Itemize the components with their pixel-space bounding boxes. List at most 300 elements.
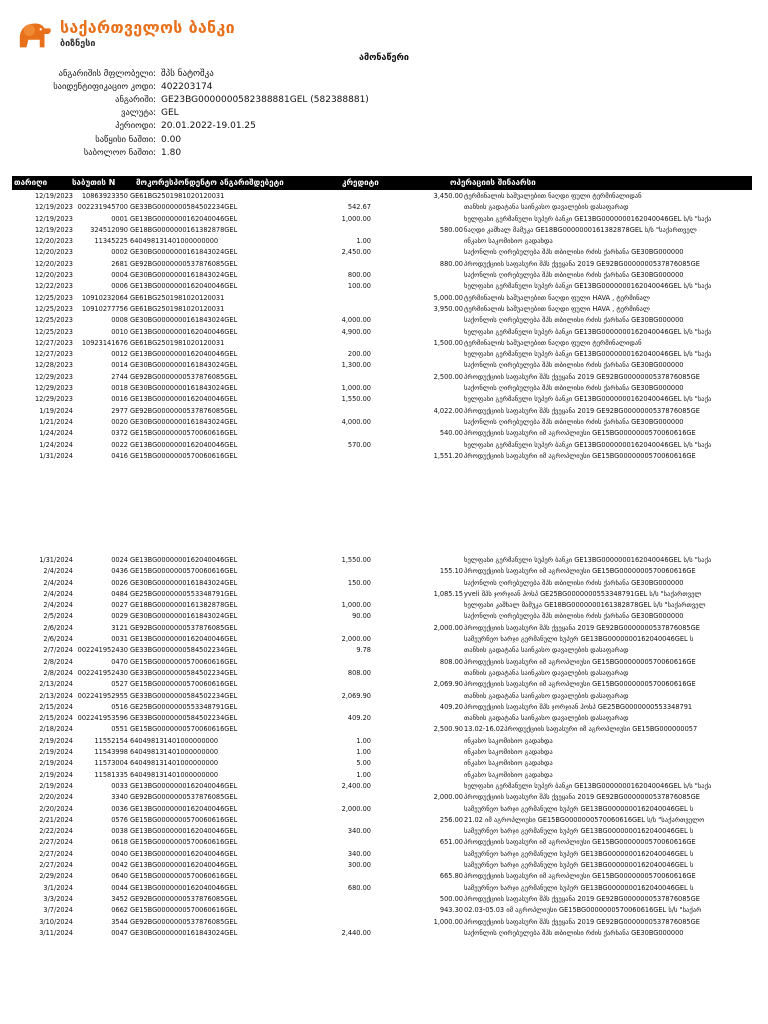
- row-date: 1/24/2024: [39, 440, 73, 449]
- row-account: GE18BG0000000161382878GEL: [130, 225, 238, 234]
- row-debit: 90.00: [352, 612, 371, 621]
- table-row: [0, 905, 768, 916]
- row-description: საქონლის ღირებულება შპს თბილისი რძის ქარხანა GE30BG000000: [464, 417, 684, 426]
- row-account: GE92BG0000000537876085GEL: [130, 917, 238, 926]
- row-description: ნაღდი კაშხალ მამუკა GE18BG0000000161382878GEL ს/ს "საქართველ: [464, 225, 697, 234]
- row-account: GE13BG0000000162040046GEL: [130, 214, 238, 223]
- row-description: თანხის გადატანა საინკასო დავალების დასაფარად: [464, 714, 629, 723]
- row-account: GE30BG0000000161843024GEL: [130, 316, 238, 325]
- row-date: 2/19/2024: [39, 781, 73, 790]
- row-date: 12/20/2023: [34, 271, 73, 280]
- row-doc-number: 2681: [111, 259, 128, 268]
- row-account: GE61BG2501981020120031: [130, 338, 225, 347]
- row-description: თანხის გადატანა საინკასო დავალების დასაფარად: [464, 646, 629, 655]
- row-doc-number: 10923141676: [81, 338, 128, 347]
- row-doc-number: 0008: [111, 316, 128, 325]
- document-title: ამონაწერი: [359, 53, 409, 63]
- row-date: 2/18/2024: [39, 725, 73, 734]
- row-debit: 340.00: [347, 849, 371, 858]
- row-description: ინკასო საკომისიო გადახდა: [464, 736, 553, 745]
- row-description: პროდუქციის საფასური შპს ქვეყანა 2019 GE92BG0000000537876085GE: [464, 793, 700, 802]
- row-debit: 808.00: [347, 668, 371, 677]
- row-doc-number: 0033: [111, 781, 128, 790]
- row-date: 2/29/2024: [39, 872, 73, 881]
- table-row: [0, 702, 768, 713]
- table-row: [0, 883, 768, 894]
- meta-row-opening: [0, 133, 768, 146]
- row-account: GE30BG0000000161843024GEL: [130, 928, 238, 937]
- row-date: 12/29/2023: [34, 384, 73, 393]
- row-date: 2/19/2024: [39, 759, 73, 768]
- row-debit: 1,000.00: [341, 601, 371, 610]
- row-doc-number: 10910232064: [81, 293, 128, 302]
- table-row: [0, 691, 768, 702]
- row-credit: 1,500.00: [433, 338, 463, 347]
- table-row: [0, 657, 768, 668]
- row-date: 3/10/2024: [39, 917, 73, 926]
- row-account: GE30BG0000000161843024GEL: [130, 612, 238, 621]
- table-row: [0, 372, 768, 383]
- row-doc-number: 0022: [111, 440, 128, 449]
- col-date: თარიღი: [14, 178, 48, 187]
- row-doc-number: 002231945700: [77, 203, 128, 212]
- table-row: [0, 349, 768, 360]
- row-account: GE15BG0000000570060616GEL: [130, 815, 238, 824]
- opening-balance-value: 0.00: [161, 134, 182, 145]
- owner-value: შპს ნატოშკა: [161, 68, 214, 79]
- row-date: 1/31/2024: [39, 451, 73, 460]
- row-description: პროდუქციის საფასური შპს ქვეყანა 2019 GE92BG0000000537876085GE: [464, 372, 700, 381]
- row-account: GE13BG0000000162040046GEL: [130, 861, 238, 870]
- row-description: პროდუქციის საფასური შპს ქვეყანა 2019 GE92BG0000000537876085GE: [464, 917, 700, 926]
- brand-name: საქართველოს ბანკი: [60, 18, 235, 37]
- row-doc-number: 0002: [111, 248, 128, 257]
- table-row: [0, 894, 768, 905]
- row-doc-number: 3340: [111, 793, 128, 802]
- row-doc-number: 002241953596: [77, 714, 128, 723]
- table-row: [0, 360, 768, 371]
- row-date: 12/20/2023: [34, 248, 73, 257]
- row-doc-number: 0020: [111, 417, 128, 426]
- table-row: [0, 304, 768, 315]
- row-account: GE13BG0000000162040046GEL: [130, 556, 238, 564]
- row-description: პროდუქციის საფასური შპს ქვეყანა 2019 GE92BG0000000537876085GE: [464, 894, 700, 903]
- row-doc-number: 11543998: [94, 748, 128, 757]
- row-description: 13.02-16.02პროდუქციის საფასური იმ აგროპლიუსი GE15BG000000057: [464, 725, 698, 734]
- closing-balance-label: საბოლოო ნაშთი:: [83, 147, 156, 158]
- row-description: პროდუქციის საფასური იმ აგროპლიუსი GE15BG0000000570060616GE: [464, 657, 696, 666]
- row-account: 640498131401000000000: [130, 759, 219, 768]
- row-description: სამეურნეო ხარჯი გერმანული სუპერ GE13BG0000000162040046GEL ს: [464, 849, 694, 858]
- meta-row-owner: [0, 67, 768, 80]
- row-date: 2/15/2024: [39, 702, 73, 711]
- row-doc-number: 324512090: [90, 225, 128, 234]
- row-description: პროდუქციის საფასური შპს ჯორჯიან ჰოსპ GE25BG0000000553348791: [464, 702, 693, 711]
- row-doc-number: 2744: [111, 372, 128, 381]
- row-doc-number: 0436: [111, 567, 128, 576]
- row-doc-number: 2977: [111, 406, 128, 415]
- row-date: 3/3/2024: [43, 894, 73, 903]
- table-row: [0, 747, 768, 758]
- row-account: GE13BG0000000162040046GEL: [130, 395, 238, 404]
- row-doc-number: 0031: [111, 635, 128, 644]
- row-credit: 2,000.00: [433, 793, 463, 802]
- row-account: GE92BG0000000537876085GEL: [130, 372, 238, 381]
- row-doc-number: 0516: [111, 702, 128, 711]
- table-row: [0, 860, 768, 871]
- row-credit: 1,000.00: [433, 917, 463, 926]
- row-account: GE13BG0000000162040046GEL: [130, 282, 238, 291]
- row-date: 2/8/2024: [43, 657, 73, 666]
- table-row: [0, 645, 768, 656]
- row-date: 12/19/2023: [34, 203, 73, 212]
- table-row: [0, 555, 768, 566]
- row-credit: 880.00: [439, 259, 463, 268]
- row-description: სამეურნეო ხარჯი გერმანული სუპერ GE13BG0000000162040046GEL ს: [464, 804, 694, 813]
- table-row: [0, 338, 768, 349]
- row-credit: 155.10: [439, 567, 463, 576]
- row-date: 12/22/2023: [34, 282, 73, 291]
- row-date: 2/19/2024: [39, 748, 73, 757]
- row-account: GE15BG0000000570060616GEL: [130, 451, 238, 460]
- row-debit: 150.00: [347, 578, 371, 587]
- row-doc-number: 0372: [111, 429, 128, 438]
- meta-row-account: [0, 93, 768, 106]
- row-account: GE33BG0000000584502234GEL: [130, 691, 238, 700]
- period-label: პერიოდი:: [115, 121, 156, 132]
- row-description: საქონლის ღირებულება შპს თბილისი რძის ქარხანა GE30BG000000: [464, 928, 684, 937]
- table-row: [0, 202, 768, 213]
- row-debit: 1,550.00: [341, 556, 371, 564]
- row-credit: 1,551.20: [433, 451, 463, 460]
- row-account: GE30BG0000000161843024GEL: [130, 417, 238, 426]
- row-account: GE15BG0000000570060616GEL: [130, 680, 238, 689]
- row-doc-number: 11573004: [94, 759, 128, 768]
- table-row: [0, 428, 768, 439]
- table-row: [0, 383, 768, 394]
- table-row: [0, 600, 768, 611]
- row-doc-number: 0576: [111, 815, 128, 824]
- row-doc-number: 0484: [111, 589, 128, 598]
- table-row: [0, 394, 768, 405]
- meta-row-closing: [0, 146, 768, 159]
- table-body-bottom: [0, 555, 768, 939]
- row-date: 2/20/2024: [39, 804, 73, 813]
- row-doc-number: 11552154: [94, 736, 128, 745]
- row-description: თანხის გადატანა საინკასო დავალების დასაფარად: [464, 203, 629, 212]
- row-account: GE61BG2501981020120031: [130, 304, 225, 313]
- col-correspondent: მოკორესპონდენტო ანგარიშდებეტი: [136, 178, 284, 187]
- row-doc-number: 0006: [111, 282, 128, 291]
- row-date: 12/20/2023: [34, 237, 73, 246]
- row-description: პროდუქციის საფასური შპს ქვეყანა 2019 GE92BG0000000537876085GE: [464, 623, 700, 632]
- row-doc-number: 002241952430: [77, 668, 128, 677]
- row-date: 12/25/2023: [34, 327, 73, 336]
- row-description: სამეურნეო ხარჯი გერმანული სუპერ GE13BG0000000162040046GEL ს: [464, 827, 694, 836]
- row-date: 2/27/2024: [39, 861, 73, 870]
- row-date: 12/28/2023: [34, 361, 73, 370]
- table-row: [0, 327, 768, 338]
- row-description: საქონლის ღირებულება შპს თბილისი რძის ქარხანა GE30BG000000: [464, 384, 684, 393]
- row-doc-number: 002241952955: [77, 691, 128, 700]
- row-account: GE15BG0000000570060616GEL: [130, 725, 238, 734]
- row-date: 2/21/2024: [39, 815, 73, 824]
- row-debit: 570.00: [347, 440, 371, 449]
- row-date: 3/11/2024: [39, 928, 73, 937]
- row-credit: 2,000.00: [433, 623, 463, 632]
- table-row: [0, 928, 768, 939]
- row-description: 21.02 იმ აგროპლიუსი GE15BG0000000570060616GEL ს/ს "საქართველო: [464, 815, 705, 824]
- table-row: [0, 770, 768, 781]
- row-credit: 409.20: [439, 702, 463, 711]
- row-account: GE61BG2501981020120031: [130, 192, 225, 200]
- row-account: GE25BG0000000553348791GEL: [130, 702, 238, 711]
- row-doc-number: 0047: [111, 928, 128, 937]
- row-description: ინკასო საკომისიო გადახდა: [464, 759, 553, 768]
- row-doc-number: 0012: [111, 350, 128, 359]
- period-value: 20.01.2022-19.01.25: [161, 121, 256, 132]
- row-description: ხელფასი გერმანული სუპერ ბანკი GE13BG0000000162040046GEL ს/ს "საქა: [464, 350, 712, 359]
- row-account: GE13BG0000000162040046GEL: [130, 804, 238, 813]
- row-date: 2/4/2024: [43, 567, 73, 576]
- currency-label: ვალუტა:: [121, 108, 156, 119]
- row-date: 12/25/2023: [34, 293, 73, 302]
- table-row: [0, 214, 768, 225]
- row-doc-number: 0618: [111, 838, 128, 847]
- closing-balance-value: 1.80: [161, 147, 182, 158]
- table-row: [0, 758, 768, 769]
- row-date: 2/20/2024: [39, 793, 73, 802]
- row-doc-number: 0026: [111, 578, 128, 587]
- row-date: 12/19/2023: [34, 192, 73, 200]
- row-account: 640498131401000000000: [130, 736, 219, 745]
- row-description: სამეურნეო ხარჯი გერმანული სუპერ GE13BG0000000162040046GEL ს: [464, 635, 694, 644]
- row-credit: 580.00: [439, 225, 463, 234]
- row-description: პროდუქციის საფასური იმ აგროპლიუსი GE15BG0000000570060616GE: [464, 680, 696, 689]
- row-credit: 256.00: [439, 815, 463, 824]
- table-row: [0, 281, 768, 292]
- table-row: [0, 804, 768, 815]
- row-description: ხელფასი გერმანული სუპერ ბანკი GE13BG0000000162040046GEL ს/ს "საქა: [464, 440, 712, 449]
- row-description: საქონლის ღირებულება შპს თბილისი რძის ქარხანა GE30BG000000: [464, 316, 684, 325]
- row-doc-number: 002241952430: [77, 646, 128, 655]
- row-account: GE33BG0000000584502234GEL: [130, 203, 238, 212]
- table-row: [0, 668, 768, 679]
- row-date: 2/8/2024: [43, 668, 73, 677]
- row-description: ტერმინალის საშუალებით ნაღდი ფული HAVA , ტერმინალ: [464, 304, 650, 313]
- row-account: GE13BG0000000162040046GEL: [130, 440, 238, 449]
- row-credit: 665.80: [439, 872, 463, 881]
- row-account: GE30BG0000000161843024GEL: [130, 271, 238, 280]
- row-debit: 100.00: [347, 282, 371, 291]
- row-description: პროდუქციის საფასური იმ აგროპლიუსი GE15BG0000000570060616GE: [464, 451, 696, 460]
- row-account: GE13BG0000000162040046GEL: [130, 849, 238, 858]
- row-description: თანხის გადატანა საინკასო დავალების დასაფარად: [464, 691, 629, 700]
- row-account: GE92BG0000000537876085GEL: [130, 894, 238, 903]
- row-doc-number: 0038: [111, 827, 128, 836]
- row-date: 1/19/2024: [39, 406, 73, 415]
- row-description: ხელფასი გერმანული სუპერ ბანკი GE13BG0000000162040046GEL ს/ს "საქა: [464, 214, 712, 223]
- row-account: GE30BG0000000161843024GEL: [130, 248, 238, 257]
- row-account: 640498131401000000000: [130, 237, 219, 246]
- row-date: 12/20/2023: [34, 259, 73, 268]
- table-row: [0, 871, 768, 882]
- table-row: [0, 293, 768, 304]
- row-account: GE30BG0000000161843024GEL: [130, 578, 238, 587]
- row-description: სამეურნეო ხარჯი გერმანული სუპერ GE13BG0000000162040046GEL ს: [464, 861, 694, 870]
- row-account: GE33BG0000000584502234GEL: [130, 668, 238, 677]
- row-doc-number: 3121: [111, 623, 128, 632]
- row-description: სამეურნეო ხარჯი გერმანული სუპერ GE13BG0000000162040046GEL ს: [464, 883, 694, 892]
- lion-logo-icon: [16, 18, 54, 52]
- table-row: [0, 736, 768, 747]
- row-doc-number: 0018: [111, 384, 128, 393]
- row-date: 2/13/2024: [39, 680, 73, 689]
- row-description: პროდუქციის საფასური იმ აგროპლიუსი GE15BG0000000570060616GE: [464, 429, 696, 438]
- row-doc-number: 3452: [111, 894, 128, 903]
- row-account: GE92BG0000000537876085GEL: [130, 623, 238, 632]
- row-date: 2/6/2024: [43, 623, 73, 632]
- row-account: GE30BG0000000161843024GEL: [130, 361, 238, 370]
- row-account: GE13BG0000000162040046GEL: [130, 883, 238, 892]
- opening-balance-label: საწყისი ნაშთი:: [95, 134, 156, 145]
- row-doc-number: 0527: [111, 680, 128, 689]
- row-date: 2/22/2024: [39, 827, 73, 836]
- table-row: [0, 247, 768, 258]
- table-header: [12, 176, 752, 190]
- table-row: [0, 623, 768, 634]
- row-account: GE13BG0000000162040046GEL: [130, 827, 238, 836]
- row-description: ტერმინალის საშუალებით ნაღდი ფული ტერმინალიდან: [464, 338, 642, 347]
- row-credit: 500.00: [439, 894, 463, 903]
- row-doc-number: 3544: [111, 917, 128, 926]
- row-doc-number: 11345225: [94, 237, 128, 246]
- row-debit: 1.00: [356, 770, 371, 779]
- row-date: 2/19/2024: [39, 770, 73, 779]
- row-credit: 808.00: [439, 657, 463, 666]
- table-row: [0, 724, 768, 735]
- row-doc-number: 0036: [111, 804, 128, 813]
- row-debit: 2,440.00: [341, 928, 371, 937]
- meta-row-currency: [0, 107, 768, 120]
- row-date: 2/4/2024: [43, 601, 73, 610]
- row-debit: 340.00: [347, 827, 371, 836]
- row-date: 1/24/2024: [39, 429, 73, 438]
- row-date: 2/27/2024: [39, 849, 73, 858]
- row-debit: 2,000.00: [341, 635, 371, 644]
- row-doc-number: 10910277756: [81, 304, 128, 313]
- currency-value: GEL: [161, 108, 179, 119]
- meta-row-id: [0, 80, 768, 93]
- row-description: პროდუქციის საფასური იმ აგროპლიუსი GE15BG0000000570060616GE: [464, 567, 696, 576]
- row-doc-number: 0004: [111, 271, 128, 280]
- row-date: 12/25/2023: [34, 316, 73, 325]
- row-account: GE30BG0000000161843024GEL: [130, 384, 238, 393]
- row-account: GE33BG0000000584502234GEL: [130, 714, 238, 723]
- row-doc-number: 0551: [111, 725, 128, 734]
- table-row: [0, 679, 768, 690]
- account-label: ანგარიში:: [115, 94, 156, 105]
- row-credit: 4,022.00: [433, 406, 463, 415]
- row-debit: 1,000.00: [341, 214, 371, 223]
- row-description: ხელფასი გერმანული სუპერ ბანკი GE13BG0000000162040046GEL ს/ს "საქა: [464, 781, 712, 790]
- row-account: GE33BG0000000584502234GEL: [130, 646, 238, 655]
- row-description: პროდუქციის საფასური შპს ქვეყანა 2019 GE92BG0000000537876085GE: [464, 406, 700, 415]
- table-row: [0, 849, 768, 860]
- account-info: [0, 67, 768, 159]
- row-date: 1/31/2024: [39, 556, 73, 564]
- id-code-label: საიდენტიფიკაციო კოდი:: [53, 81, 156, 92]
- row-account: GE15BG0000000570060616GEL: [130, 567, 238, 576]
- row-description: საქონლის ღირებულება შპს თბილისი რძის ქარხანა GE30BG000000: [464, 361, 684, 370]
- table-row: [0, 837, 768, 848]
- row-account: GE18BG0000000161382878GEL: [130, 601, 238, 610]
- table-row: [0, 225, 768, 236]
- row-credit: 943.30: [439, 906, 463, 915]
- table-row: [0, 611, 768, 622]
- row-account: GE15BG0000000570060616GEL: [130, 657, 238, 666]
- id-code-value: 402203174: [161, 81, 213, 92]
- table-row: [0, 406, 768, 417]
- row-credit: 651.00: [439, 838, 463, 847]
- row-account: GE13BG0000000162040046GEL: [130, 781, 238, 790]
- table-row: [0, 589, 768, 600]
- bank-logo: [16, 18, 256, 54]
- row-debit: 4,900.00: [341, 327, 371, 336]
- row-debit: 680.00: [347, 883, 371, 892]
- row-date: 1/21/2024: [39, 417, 73, 426]
- row-description: თანხის გადატანა საინკასო დავალების დასაფარად: [464, 668, 629, 677]
- row-account: GE92BG0000000537876085GEL: [130, 406, 238, 415]
- row-credit: 540.00: [439, 429, 463, 438]
- row-description: ინკასო საკომისიო გადახდა: [464, 237, 553, 246]
- row-debit: 1.00: [356, 736, 371, 745]
- row-date: 12/27/2023: [34, 350, 73, 359]
- row-date: 2/27/2024: [39, 838, 73, 847]
- row-description: ხელფასი გერმანული სუპერ ბანკი GE13BG0000000162040046GEL ს/ს "საქა: [464, 395, 712, 404]
- row-date: 12/19/2023: [34, 214, 73, 223]
- table-row: [0, 566, 768, 577]
- row-credit: 3,950.00: [433, 304, 463, 313]
- row-debit: 1.00: [356, 237, 371, 246]
- row-credit: 2,500.90: [433, 725, 463, 734]
- row-account: GE15BG0000000570060616GEL: [130, 429, 238, 438]
- row-debit: 2,450.00: [341, 248, 371, 257]
- row-doc-number: 0662: [111, 906, 128, 915]
- row-doc-number: 0416: [111, 451, 128, 460]
- brand-subtitle: ბიზნესი: [60, 39, 96, 49]
- table-row: [0, 713, 768, 724]
- row-date: 2/15/2024: [39, 714, 73, 723]
- row-debit: 1.00: [356, 748, 371, 757]
- row-account: 640498131401000000000: [130, 770, 219, 779]
- owner-label: ანგარიშის მფლობელი:: [58, 68, 156, 79]
- table-row: [0, 634, 768, 645]
- row-account: GE25BG0000000553348791GEL: [130, 589, 238, 598]
- account-value: GE23BG0000000582388881GEL (582388881): [161, 94, 369, 105]
- row-doc-number: 0470: [111, 657, 128, 666]
- row-description: საქონლის ღირებულება შპს თბილისი რძის ქარხანა GE30BG000000: [464, 248, 684, 257]
- row-date: 2/5/2024: [43, 612, 73, 621]
- row-description: საქონლის ღირებულება შპს თბილისი რძის ქარხანა GE30BG000000: [464, 612, 684, 621]
- row-debit: 2,069.90: [341, 691, 371, 700]
- table-row: [0, 236, 768, 247]
- table-row: [0, 917, 768, 928]
- row-description: პროდუქციის საფასური შპს ქვეყანა 2019 GE92BG0000000537876085GE: [464, 259, 700, 268]
- row-debit: 9.78: [356, 646, 371, 655]
- row-debit: 200.00: [347, 350, 371, 359]
- row-doc-number: 10863923350: [81, 192, 128, 200]
